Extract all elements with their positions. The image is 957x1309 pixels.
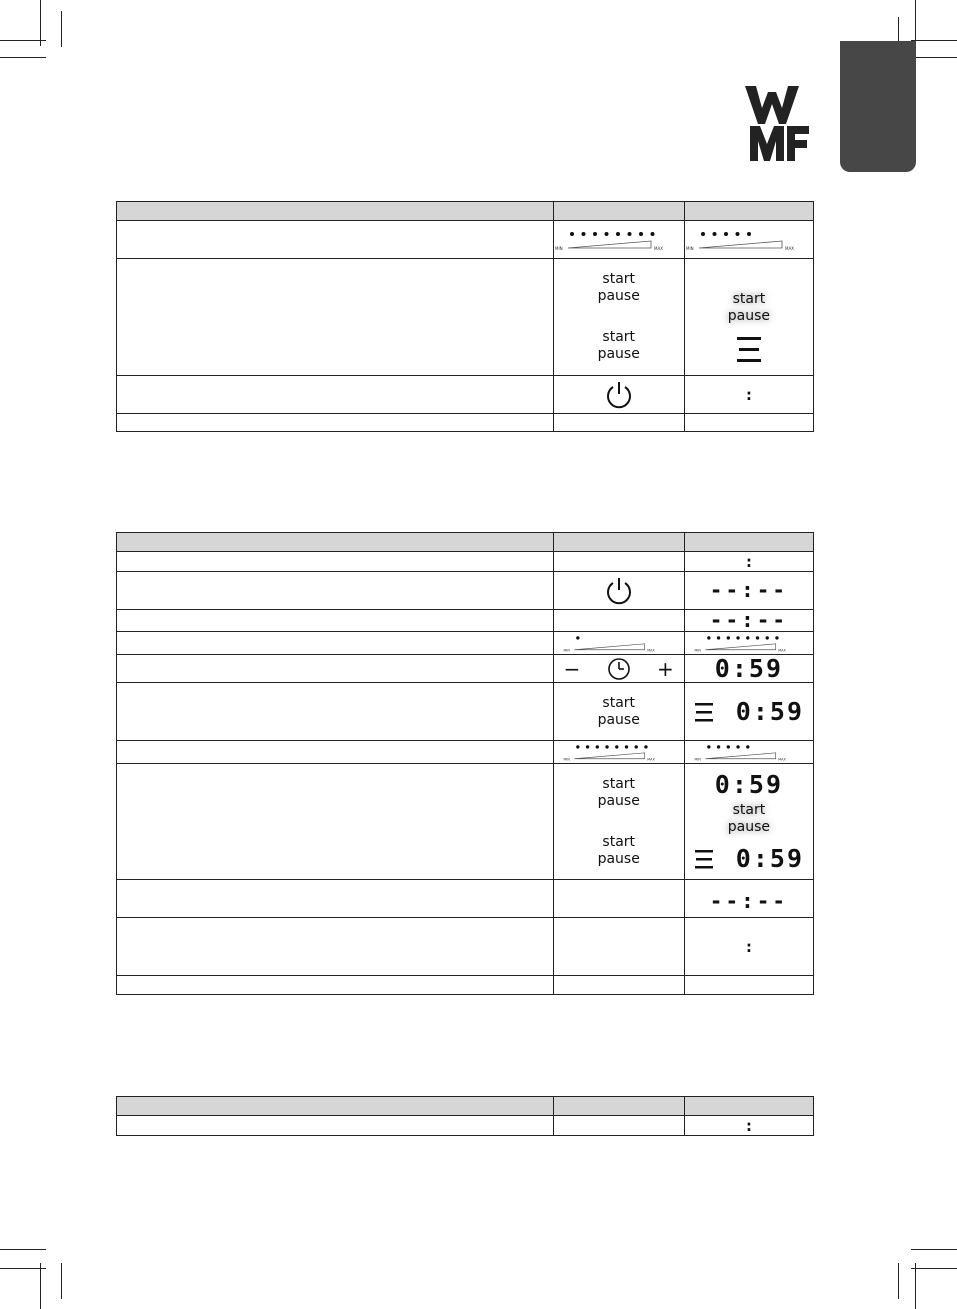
table-row (117, 376, 814, 414)
program-icon (736, 335, 762, 365)
pause-label: pause (597, 288, 640, 304)
level-dot (746, 636, 749, 639)
header-cell (117, 202, 554, 221)
time-display: --:-- (709, 608, 789, 632)
level-dot (717, 745, 720, 748)
level-wedge (568, 241, 651, 248)
level-dot (747, 232, 751, 236)
level-dot (726, 636, 729, 639)
description-cell (117, 632, 554, 655)
table-row (117, 880, 814, 918)
level-wedge (699, 241, 782, 248)
minus-button[interactable]: − (563, 656, 581, 681)
level-dot (707, 745, 710, 748)
start-pause-indicator (685, 291, 813, 325)
description-cell (117, 976, 554, 995)
pause-label: pause (597, 346, 640, 362)
max-label: MAX (778, 757, 786, 762)
table-row (117, 918, 814, 976)
action-cell (553, 764, 684, 880)
level-dot (735, 232, 739, 236)
chapter-tab (840, 41, 916, 172)
description-cell (117, 610, 554, 632)
level-dot (736, 636, 739, 639)
display-cell (684, 552, 813, 572)
description-cell (117, 414, 554, 432)
level-dot (634, 745, 637, 748)
description-cell (117, 552, 554, 572)
pause-label: pause (597, 792, 640, 809)
min-label: MIN (563, 757, 570, 762)
max-label: MAX (784, 245, 794, 251)
level-dot (605, 745, 608, 748)
level-dot (775, 636, 778, 639)
start-pause-button[interactable] (554, 271, 684, 305)
display-cell (684, 683, 813, 741)
table-row (117, 1116, 814, 1136)
level-dot (624, 745, 627, 748)
power-icon[interactable] (605, 380, 633, 410)
level-dot (746, 745, 749, 748)
display-cell (684, 880, 813, 918)
min-label: MIN (694, 648, 701, 653)
description-cell (117, 741, 554, 764)
crop-mark (911, 57, 957, 58)
level-meter-icon (554, 227, 666, 253)
display-colon: : (744, 937, 754, 956)
crop-mark (0, 57, 46, 58)
level-dot (593, 232, 597, 236)
crop-mark (911, 1268, 957, 1269)
level-dot (581, 232, 585, 236)
start-label: start (602, 329, 636, 345)
table-header (117, 533, 814, 552)
time-display: 0:59 (714, 653, 784, 683)
level-dot (756, 636, 759, 639)
level-dot (701, 232, 705, 236)
header-cell (684, 533, 813, 552)
table-row (117, 655, 814, 683)
table-3 (116, 1096, 814, 1136)
table-2 (116, 532, 814, 995)
crop-mark (40, 0, 41, 46)
level-dot (717, 636, 720, 639)
level-dot (644, 745, 647, 748)
display-colon: : (744, 385, 754, 404)
crop-mark (911, 1249, 957, 1250)
program-icon (694, 701, 714, 723)
level-meter-icon (554, 741, 666, 763)
level-dot (650, 232, 654, 236)
level-wedge (705, 644, 775, 650)
display-cell (684, 655, 813, 683)
start-label: start (602, 833, 636, 850)
level-dot (616, 232, 620, 236)
table-row (117, 764, 814, 880)
description-cell (117, 259, 554, 376)
crop-mark (911, 40, 957, 41)
level-dot (707, 636, 710, 639)
min-label: MIN (694, 757, 701, 762)
level-wedge (574, 753, 644, 759)
pause-label: pause (597, 850, 640, 867)
action-cell (553, 683, 684, 741)
action-cell (553, 632, 684, 655)
table-row (117, 259, 814, 376)
table-row (117, 632, 814, 655)
level-dot (586, 745, 589, 748)
action-cell (553, 572, 684, 610)
action-cell (553, 976, 684, 995)
display-colon: : (744, 1116, 754, 1135)
header-cell (553, 533, 684, 552)
display-cell (684, 1116, 813, 1136)
level-dot (576, 745, 579, 748)
level-meter-icon (685, 741, 797, 763)
level-dot (724, 232, 728, 236)
min-label: MIN (685, 245, 694, 251)
table-1 (116, 201, 814, 432)
action-cell (553, 259, 684, 376)
level-dot (712, 232, 716, 236)
action-cell (553, 552, 684, 572)
level-wedge (705, 753, 775, 759)
description-cell (117, 1116, 554, 1136)
table-row (117, 976, 814, 995)
start-label: start (602, 694, 636, 711)
wmf-logo (745, 86, 810, 162)
level-dot (736, 745, 739, 748)
description-cell (117, 918, 554, 976)
level-dot (627, 232, 631, 236)
min-label: MIN (563, 648, 570, 653)
level-dot (604, 232, 608, 236)
display-cell (684, 376, 813, 414)
header-cell (684, 202, 813, 221)
level-meter-icon (685, 227, 797, 253)
table-row (117, 683, 814, 741)
description-cell (117, 572, 554, 610)
header-cell (553, 202, 684, 221)
crop-mark (915, 0, 916, 46)
action-cell (553, 1116, 684, 1136)
program-icon (694, 848, 714, 870)
display-cell (684, 572, 813, 610)
level-dot (726, 745, 729, 748)
description-cell (117, 683, 554, 741)
action-cell (553, 414, 684, 432)
header-cell (117, 1097, 554, 1116)
description-cell (117, 655, 554, 683)
display-cell (684, 764, 813, 880)
description-cell (117, 221, 554, 259)
header-cell (553, 1097, 684, 1116)
action-cell (553, 221, 684, 259)
action-cell (553, 880, 684, 918)
time-display: --:-- (709, 889, 789, 913)
pause-label: pause (727, 818, 771, 835)
time-display: --:-- (709, 578, 789, 602)
level-meter-icon (554, 632, 666, 654)
clock-icon[interactable] (607, 657, 631, 681)
display-cell (684, 221, 813, 259)
start-pause-button[interactable] (554, 329, 684, 363)
level-dot (576, 636, 579, 639)
table-row (117, 741, 814, 764)
action-cell (553, 376, 684, 414)
time-display: 0:59 (714, 769, 784, 799)
crop-mark (915, 1263, 916, 1309)
start-label: start (732, 291, 766, 307)
level-dot (639, 232, 643, 236)
display-cell (684, 632, 813, 655)
table-header (117, 1097, 814, 1116)
max-label: MAX (653, 245, 663, 251)
display-cell (684, 741, 813, 764)
description-cell (117, 880, 554, 918)
plus-button[interactable]: + (657, 656, 674, 681)
action-cell (553, 918, 684, 976)
pause-label: pause (727, 308, 771, 324)
level-dot (570, 232, 574, 236)
display-cell (684, 259, 813, 376)
start-label: start (602, 775, 636, 792)
max-label: MAX (646, 648, 655, 653)
table-header (117, 202, 814, 221)
action-cell (553, 741, 684, 764)
table-row (117, 414, 814, 432)
table-row (117, 572, 814, 610)
table-row (117, 552, 814, 572)
start-pause-indicator (685, 802, 813, 836)
time-display: 0:59 (735, 696, 805, 726)
level-dot (615, 745, 618, 748)
max-label: MAX (778, 648, 786, 653)
crop-mark (40, 1263, 41, 1309)
level-meter-icon (685, 632, 797, 654)
crop-mark (61, 11, 62, 47)
header-cell (117, 533, 554, 552)
display-cell (684, 918, 813, 976)
start-pause-button[interactable] (554, 695, 684, 729)
crop-mark (0, 1249, 46, 1250)
level-dot (595, 745, 598, 748)
level-dot (765, 636, 768, 639)
min-label: MIN (554, 245, 563, 251)
display-cell (684, 976, 813, 995)
table-row (117, 221, 814, 259)
crop-mark (898, 1263, 899, 1299)
action-cell (553, 610, 684, 632)
display-cell (684, 414, 813, 432)
pause-label: pause (597, 711, 640, 728)
start-label: start (732, 801, 766, 818)
description-cell (117, 764, 554, 880)
crop-mark (61, 1263, 62, 1299)
display-colon: : (744, 552, 754, 571)
description-cell (117, 376, 554, 414)
max-label: MAX (646, 757, 655, 762)
action-cell (553, 655, 684, 683)
level-wedge (574, 644, 644, 650)
power-icon[interactable] (605, 576, 633, 606)
start-pause-button[interactable] (554, 776, 684, 810)
start-label: start (602, 271, 636, 287)
time-display: 0:59 (735, 843, 805, 873)
header-cell (684, 1097, 813, 1116)
display-cell (684, 610, 813, 632)
start-pause-button[interactable] (554, 834, 684, 868)
table-row (117, 610, 814, 632)
